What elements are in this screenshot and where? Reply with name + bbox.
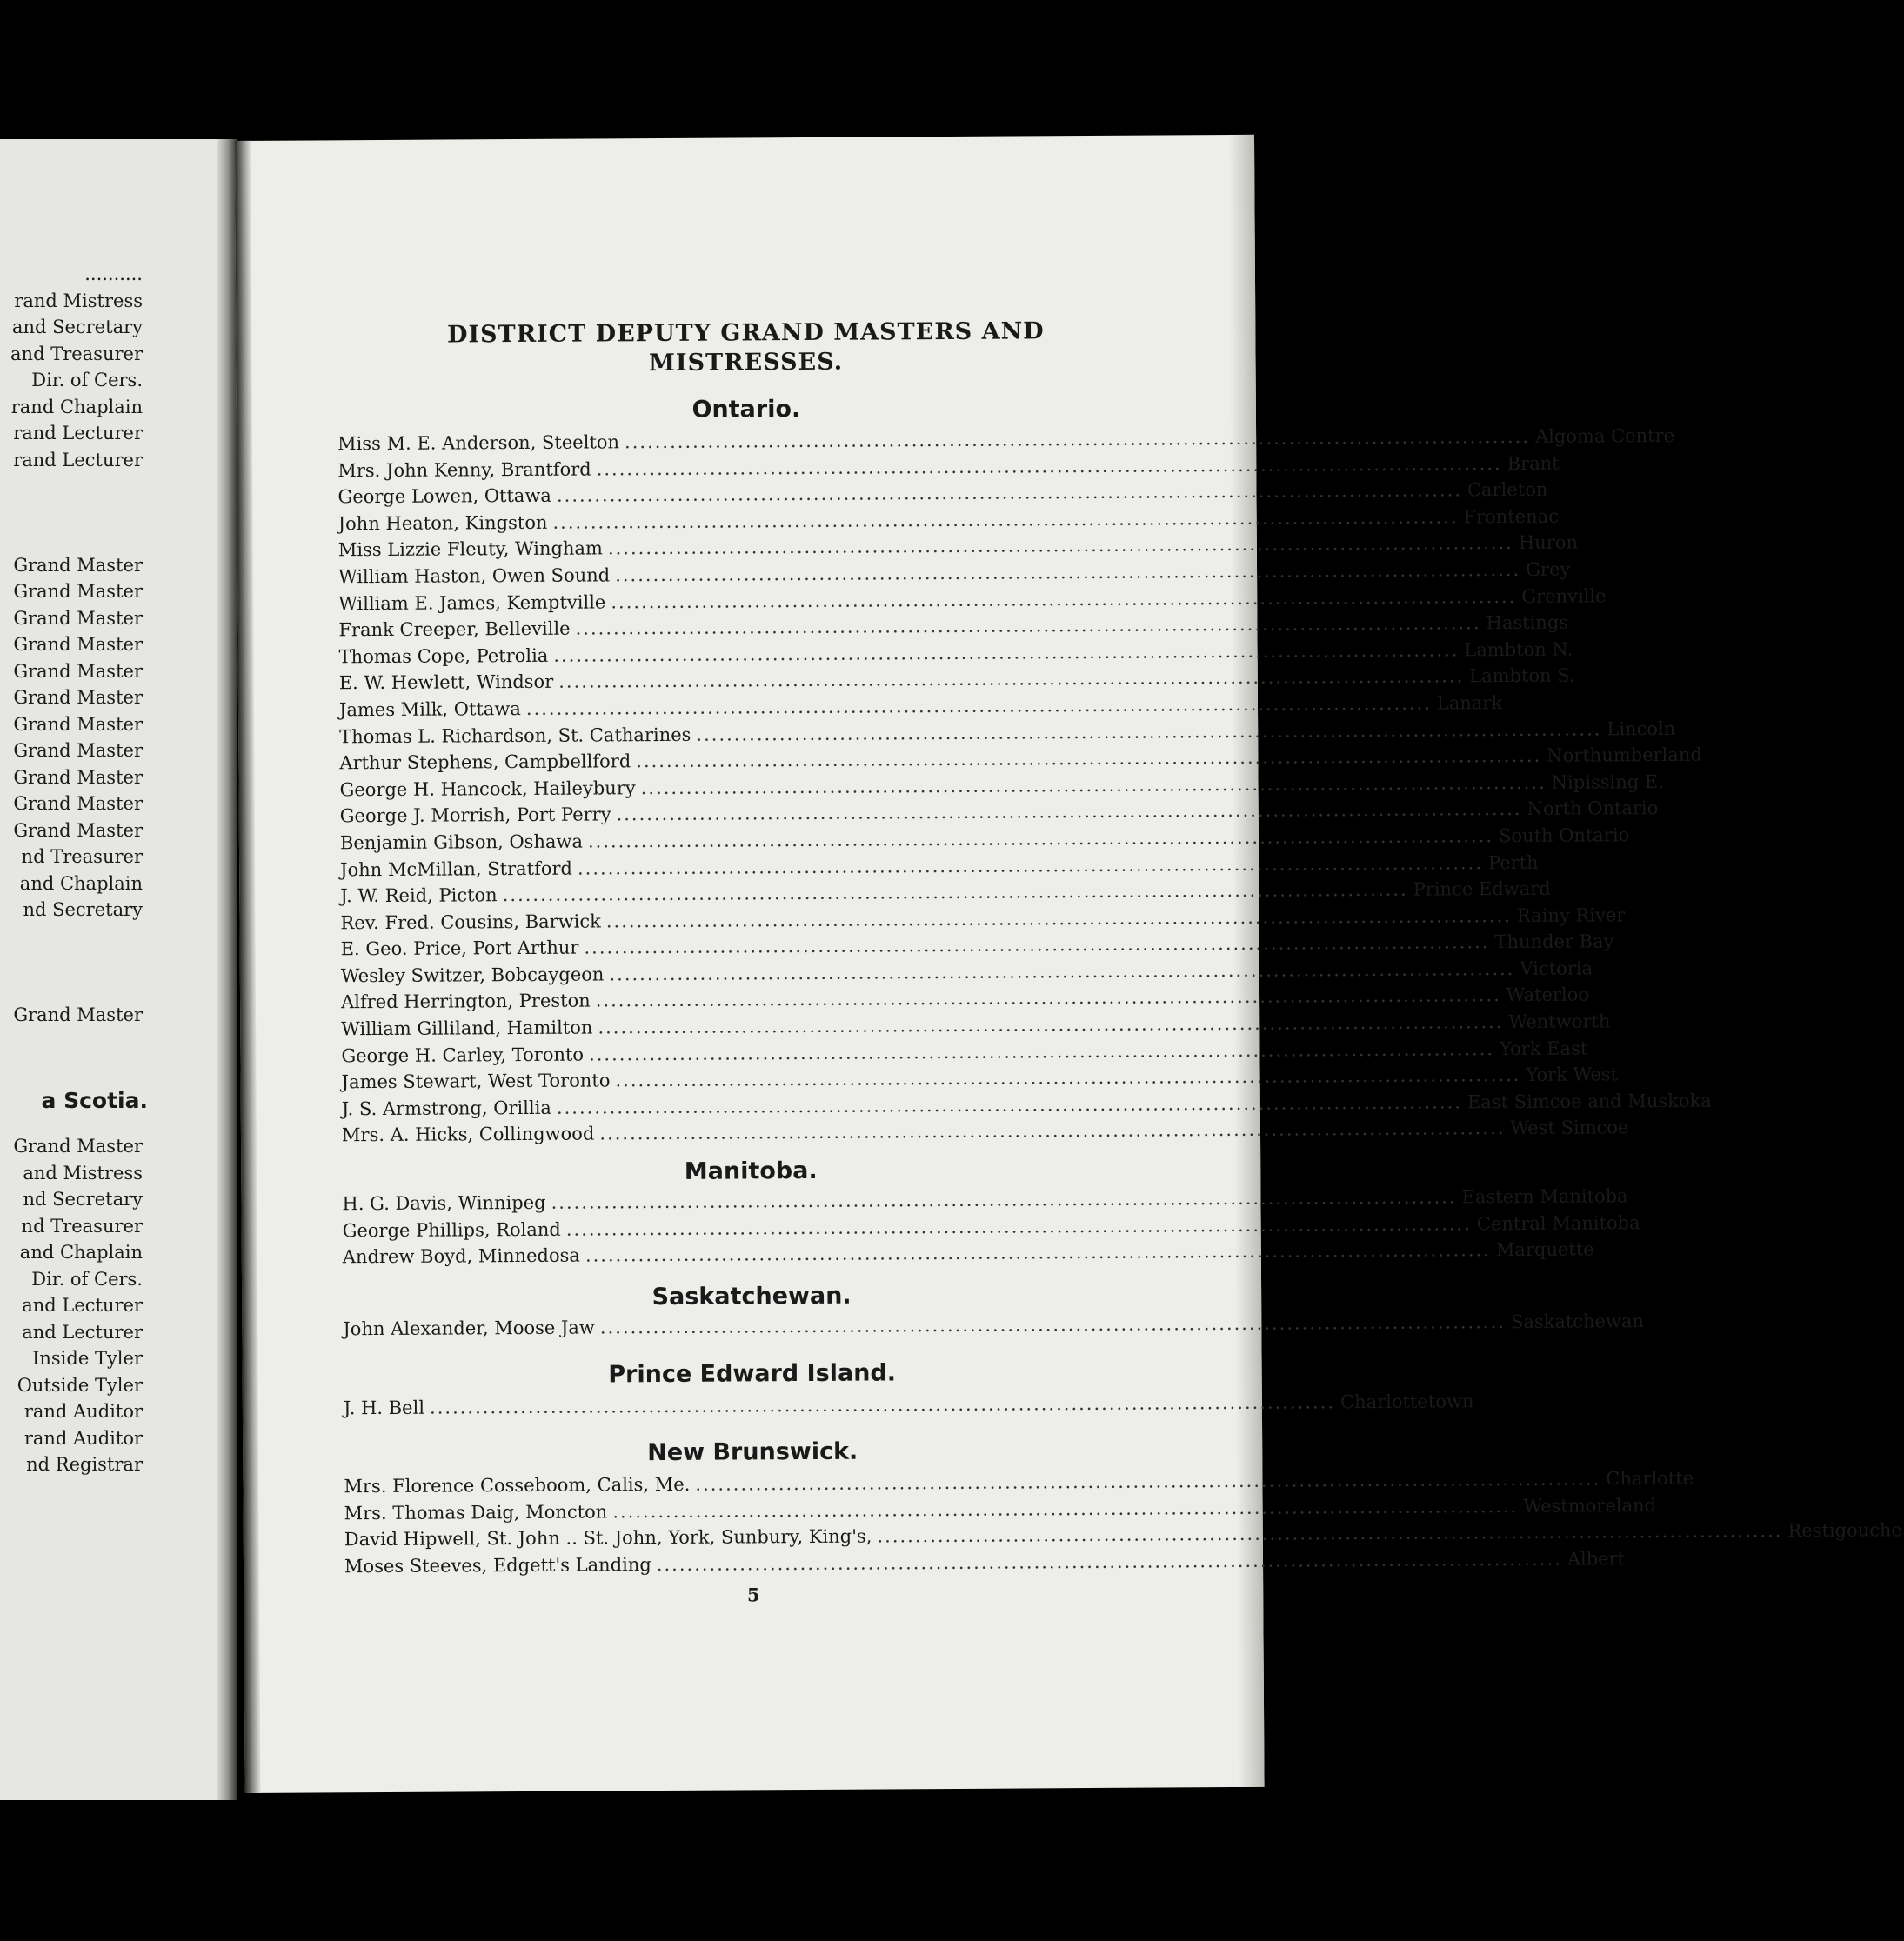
left-list-item: rand Lecturer: [13, 423, 143, 444]
left-list-item: and Chaplain: [19, 1242, 143, 1263]
left-list-item: Grand Master: [13, 581, 143, 602]
left-list-item: rand Auditor: [23, 1401, 143, 1422]
leader-dots: ........................................................................................................................: [556, 1091, 1463, 1118]
left-list-item: Grand Master: [13, 714, 143, 735]
left-page: [0, 139, 237, 1800]
leader-dots: ........................................................................................................................: [584, 931, 1490, 958]
leader-dots: ........................................................................................................................: [525, 692, 1432, 719]
title-line-2: MISTRESSES.: [648, 348, 844, 377]
entry-district: Frontenac: [1463, 505, 1560, 528]
entry-name: Benjamin Gibson, Oshawa: [339, 830, 584, 854]
entry-district: Waterloo: [1506, 984, 1590, 1006]
entry-district: Charlotte: [1606, 1467, 1694, 1490]
entry-district: Nipissing E.: [1551, 770, 1664, 793]
leader-dots: ........................................................................................................................: [599, 1311, 1506, 1338]
entry-district: Wentworth: [1508, 1011, 1611, 1033]
entry-name: Thomas Cope, Petrolia: [338, 644, 549, 668]
leader-dots: ........................................................................................................................: [607, 532, 1514, 559]
left-list-item: nd Secretary: [23, 1189, 143, 1210]
entry-district: West Simcoe: [1510, 1117, 1629, 1139]
leader-dots: ........................................................................................................................: [615, 558, 1521, 586]
entry-name: Mrs. John Kenny, Brantford: [337, 458, 591, 481]
entry-district: Lanark: [1436, 692, 1503, 714]
entry-district: Marquette: [1495, 1238, 1594, 1261]
entry-name: George Phillips, Roland: [342, 1218, 561, 1241]
section-entries: [343, 1311, 1645, 1345]
entry-name: Mrs. Florence Cosseboom, Calis, Me.: [344, 1473, 691, 1497]
left-list-item: Grand Master: [13, 687, 143, 708]
entry-district: Saskatchewan: [1510, 1311, 1645, 1333]
entry-name: Mrs. A. Hicks, Collingwood: [341, 1123, 595, 1146]
leader-dots: ........................................................................................................................: [609, 957, 1515, 985]
left-list-item: and Mistress: [23, 1163, 143, 1184]
entry-row: [341, 1117, 1629, 1151]
entry-name: Wesley Switzer, Bobcaygeon: [340, 964, 605, 987]
entry-name: Miss M. E. Anderson, Steelton: [337, 431, 620, 455]
section-entries: [344, 1467, 1903, 1583]
left-list-item: rand Auditor: [23, 1428, 143, 1449]
leader-dots: ........................................................................................................................: [551, 1186, 1457, 1213]
entry-name: E. Geo. Price, Port Arthur: [340, 937, 579, 960]
left-list-item: and Lecturer: [22, 1322, 143, 1343]
entry-name: Andrew Boyd, Minnedosa: [342, 1244, 580, 1268]
left-list-item: Outside Tyler: [17, 1375, 143, 1396]
entry-row: [344, 1548, 1626, 1583]
leader-dots: ........................................................................................................................: [612, 1495, 1519, 1522]
leader-dots: ........................................................................................................................: [615, 1064, 1521, 1091]
entry-district: Albert: [1567, 1548, 1626, 1570]
left-list-item: and Treasurer: [10, 344, 143, 364]
entry-name: Moses Steeves, Edgett's Landing: [344, 1553, 651, 1577]
entry-district: Central Manitoba: [1476, 1211, 1640, 1234]
left-list-item: Grand Master: [13, 767, 143, 788]
entry-name: William Gilliland, Hamilton: [341, 1017, 593, 1040]
entry-name: Alfred Herrington, Preston: [340, 990, 591, 1013]
leader-dots: ........................................................................................................................: [595, 984, 1501, 1011]
entry-name: Mrs. Thomas Daig, Moncton: [344, 1501, 608, 1524]
section-title: Saskatchewan.: [651, 1282, 852, 1311]
entry-district: Rainy River: [1516, 904, 1626, 926]
entry-name: William E. James, Kemptville: [338, 590, 606, 614]
entry-district: Hastings: [1486, 611, 1569, 634]
leader-dots: ........................................................................................................................: [558, 665, 1465, 693]
leader-dots: ........................................................................................................................: [553, 639, 1460, 666]
leader-dots: ........................................................................................................................: [587, 825, 1494, 852]
left-list-item: and Chaplain: [19, 873, 143, 894]
left-list-item: nd Treasurer: [21, 846, 143, 867]
leader-dots: ........................................................................................................................: [616, 798, 1522, 825]
binding-shadow: [235, 141, 261, 1793]
leader-dots: ........................................................................................................................: [611, 585, 1517, 612]
entry-district: Lincoln: [1607, 717, 1676, 739]
entry-name: James Stewart, West Toronto: [341, 1070, 611, 1093]
leader-dots: ........................................................................................................................: [598, 1011, 1504, 1038]
leader-dots: ........................................................................................................................: [696, 717, 1602, 745]
section-title: Prince Edward Island.: [608, 1359, 897, 1389]
entry-name: John Heaton, Kingston: [337, 511, 548, 535]
left-list-item: rand Chaplain: [10, 397, 143, 417]
left-list-item: nd Treasurer: [21, 1216, 143, 1237]
leader-dots: ........................................................................................................................: [565, 1212, 1472, 1240]
left-list-item: Grand Master: [13, 1004, 143, 1025]
leader-dots: ........................................................................................................................: [624, 425, 1531, 453]
section-entries: [343, 1391, 1474, 1424]
left-list-item: Grand Master: [13, 608, 143, 629]
entry-district: Perth: [1487, 851, 1539, 873]
entry-row: [343, 1391, 1474, 1424]
entry-district: Grenville: [1521, 584, 1607, 607]
entry-district: Northumberland: [1547, 744, 1702, 766]
entry-district: Charlottetown: [1339, 1391, 1474, 1413]
leader-dots: ........................................................................................................................: [552, 506, 1459, 533]
entry-district: Victoria: [1520, 957, 1593, 979]
section-title: Manitoba.: [684, 1157, 818, 1185]
left-section-heading: a Scotia.: [41, 1088, 148, 1113]
entry-district: Prince Edward: [1413, 877, 1551, 900]
entry-row: [342, 1238, 1594, 1273]
left-list-item: Inside Tyler: [32, 1348, 143, 1369]
section-entries: [337, 424, 1712, 1152]
left-list-item: Dir. of Cers.: [31, 370, 143, 390]
entry-district: Brant: [1506, 452, 1560, 474]
left-list-item: Grand Master: [13, 820, 143, 841]
entry-district: North Ontario: [1527, 797, 1659, 820]
entry-row: [343, 1311, 1645, 1345]
entry-district: South Ontario: [1498, 824, 1630, 847]
leader-dots: ........................................................................................................................: [596, 452, 1502, 480]
entry-district: East Simcoe and Muskoka: [1466, 1090, 1712, 1113]
left-list-item: rand Mistress: [14, 290, 143, 311]
left-list-item: nd Registrar: [26, 1454, 143, 1475]
entry-district: Huron: [1518, 531, 1579, 554]
entry-name: Rev. Fred. Cousins, Barwick: [340, 910, 601, 933]
entry-name: J. H. Bell: [343, 1397, 425, 1419]
entry-name: H. G. Davis, Winnipeg: [342, 1191, 546, 1215]
entry-name: J. W. Reid, Picton: [340, 884, 498, 907]
leader-dots: ........................................................................................................................: [575, 612, 1481, 639]
entry-district: Thunder Bay: [1494, 930, 1614, 953]
entry-name: George H. Hancock, Haileybury: [339, 777, 636, 800]
leader-dots: ........................................................................................................................: [502, 878, 1408, 906]
left-list-item: rand Lecturer: [13, 450, 143, 470]
entry-district: York West: [1526, 1064, 1619, 1086]
left-list-item: and Secretary: [11, 317, 143, 337]
entry-district: Grey: [1526, 558, 1571, 580]
left-list-item: Grand Master: [13, 793, 143, 814]
entry-name: George J. Morrish, Port Perry: [339, 804, 611, 827]
left-list-item: Grand Master: [13, 634, 143, 655]
entry-name: Arthur Stephens, Campbellford: [339, 750, 631, 774]
entry-name: George Lowen, Ottawa: [337, 484, 551, 508]
entry-district: York East: [1499, 1037, 1588, 1059]
entry-name: J. S. Armstrong, Orillia: [341, 1097, 551, 1120]
left-list-item: Grand Master: [13, 555, 143, 576]
entry-name: William Haston, Owen Sound: [337, 564, 611, 588]
entry-name: John Alexander, Moose Jaw: [343, 1317, 595, 1340]
entry-name: Thomas L. Richardson, St. Catharines: [339, 724, 691, 747]
entry-district: Restigouche: [1787, 1519, 1903, 1542]
entry-name: John McMillan, Stratford: [340, 857, 573, 880]
entry-district: Westmoreland: [1523, 1494, 1657, 1517]
entry-name: Miss Lizzie Fleuty, Wingham: [337, 537, 603, 561]
left-list-item: Grand Master: [13, 1136, 143, 1157]
entry-district: Lambton N.: [1464, 638, 1573, 661]
entry-district: Algoma Centre: [1534, 424, 1675, 447]
left-list-item: Grand Master: [13, 661, 143, 682]
entry-name: George H. Carley, Toronto: [341, 1044, 585, 1066]
leader-dots: ........................................................................................................................: [877, 1520, 1783, 1547]
leader-dots: ........................................................................................................................: [588, 1037, 1495, 1065]
entry-district: Eastern Manitoba: [1461, 1185, 1628, 1208]
entry-name: David Hipwell, St. John .. St. John, York, Sunbury, King's,: [344, 1525, 872, 1551]
leader-dots: ........................................................................................................................: [585, 1239, 1492, 1266]
left-list-item: Grand Master: [13, 740, 143, 761]
leader-dots: ........................................................................................................................: [556, 479, 1463, 506]
entry-name: E. W. Hewlett, Windsor: [338, 671, 554, 694]
page-number: 5: [746, 1584, 760, 1606]
left-list-item: ..........: [84, 263, 143, 284]
entry-district: Lambton S.: [1469, 664, 1575, 687]
leader-dots: ........................................................................................................................: [599, 1117, 1506, 1144]
entry-district: Carleton: [1466, 478, 1548, 501]
leader-dots: ........................................................................................................................: [605, 904, 1512, 932]
leader-dots: ........................................................................................................................: [429, 1391, 1336, 1418]
right-page: [235, 135, 1903, 1793]
page-gutter: [217, 139, 237, 1800]
entry-name: James Milk, Ottawa: [338, 697, 521, 721]
left-list-item: nd Secretary: [23, 899, 143, 920]
leader-dots: ........................................................................................................................: [636, 744, 1542, 772]
leader-dots: ........................................................................................................................: [577, 851, 1484, 879]
left-list-item: Dir. of Cers.: [31, 1269, 143, 1290]
section-entries: [342, 1185, 1640, 1273]
entry-name: Frank Creeper, Belleville: [338, 617, 571, 641]
leader-dots: ........................................................................................................................: [640, 771, 1547, 798]
title-line-1: DISTRICT DEPUTY GRAND MASTERS AND: [446, 317, 1045, 349]
left-list-item: and Lecturer: [22, 1295, 143, 1316]
section-title: New Brunswick.: [647, 1437, 858, 1467]
leader-dots: ........................................................................................................................: [656, 1548, 1562, 1575]
leader-dots: ........................................................................................................................: [695, 1468, 1601, 1495]
section-title: Ontario.: [691, 396, 801, 424]
page-title: [236, 316, 1255, 381]
